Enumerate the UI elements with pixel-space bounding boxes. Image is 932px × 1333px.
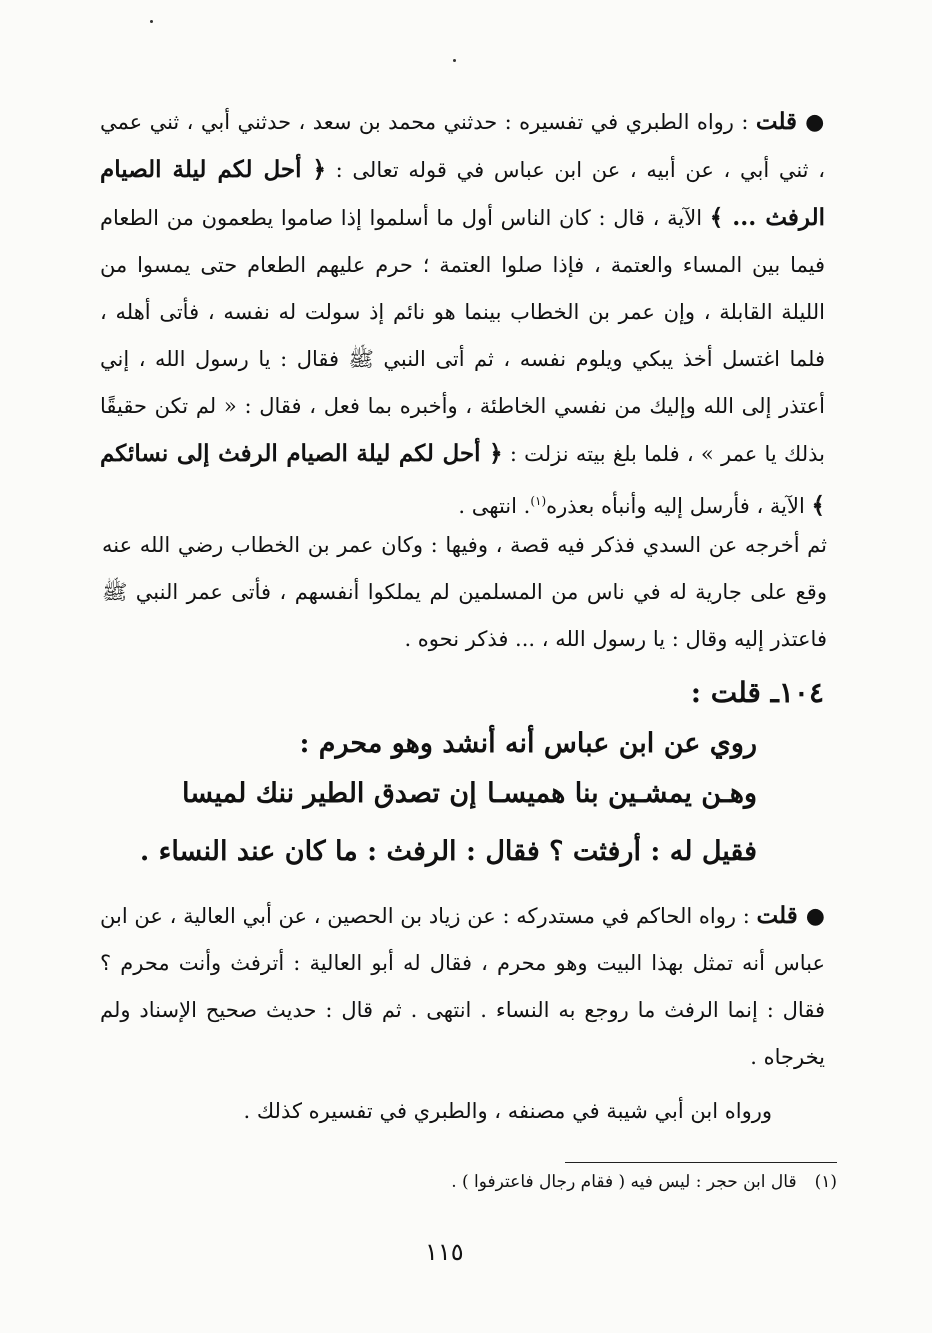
verse-first-hemistich: وهـن يمشـين بنا هميسـا xyxy=(487,778,757,809)
paragraph-text: : رواه الحاكم في مستدركه : عن زياد بن الحصين ، عن أبي العالية ، عن ابن عباس أنه تمثل بهذا البيت وهو محرم ، فقال له أبو العالية : أترفث وأنت محرم ؟ فقال : إنما الرفث ما روجع به النساء . انتهى . ثم قال : حديث صحيح الإسناد ولم يخرجاه . xyxy=(100,904,825,1069)
page-number: ١١٥ xyxy=(425,1238,464,1266)
qultu-label: قلت xyxy=(756,902,798,929)
paragraph-text: ورواه ابن أبي شيبة في مصنفه ، والطبري في تفسيره كذلك . xyxy=(243,1099,772,1123)
quran-verse: ﴿ أحل لكم ليلة الصيام الرفث إلى نسائكم ﴾ xyxy=(100,440,825,519)
footnote-ref: (١) xyxy=(530,494,547,508)
bullet-icon: ● xyxy=(805,904,825,929)
paragraph-text: ثم أخرجه عن السدي فذكر فيه قصة ، وفيها : وكان عمر بن الخطاب رضي الله عنه وقع على جارية له في ناس من المسلمين لم يملكوا أنفسهم ، فأتى عمر النبي ﷺ فاعتذر إليه وقال : يا رسول الله ، ... فذكر نحوه . xyxy=(102,533,827,651)
bullet-icon: ● xyxy=(805,110,825,135)
footnote-text: قال ابن حجر : ليس فيه ( فقام رجال فاعترفوا ) . xyxy=(451,1172,797,1192)
poem-verse xyxy=(182,778,757,828)
qultu-label: قلت xyxy=(755,108,798,135)
poem-reply: فقيل له : أرفثت ؟ فقال : الرفث : ما كان عند النساء . xyxy=(139,836,757,867)
paragraph-text: . انتهى . xyxy=(458,494,531,518)
verse-second-hemistich: إن تصدق الطير ننك لميسا xyxy=(182,778,477,809)
paragraph-suddi xyxy=(102,522,827,663)
poem-intro: روي عن ابن عباس أنه أنشد وهو محرم : xyxy=(299,728,757,759)
quran-verse: ﴿ أحل لكم ليلة الصيام الرفث ... ﴾ xyxy=(100,156,825,231)
paragraph-text: : رواه الطبري في تفسيره : حدثني محمد بن سعد ، حدثني أبي ، ثني عمي ، ثني أبي ، عن أبيه ، عن ابن عباس في قوله تعالى : xyxy=(100,110,825,182)
paragraph-hakim xyxy=(100,892,825,1081)
paragraph-ibn-abi-shayba xyxy=(102,1088,772,1135)
paragraph-text: الآية ، قال : كان الناس أول ما أسلموا إذا صاموا يطعمون من الطعام فيما بين المساء والعتمة ، فإذا صلوا العتمة ؛ حرم عليهم الطعام حتى يمسوا من الليلة القابلة ، وإن عمر بن الخطاب بينما هو نائم إذ سولت له نفسه ، فأتى أهله ، فلما اغتسل أخذ يبكي ويلوم نفسه ، ثم أتى النبي ﷺ فقال : يا رسول الله ، إني أعتذر إلى الله وإليك من نفسي الخاطئة ، وأخبره بما فعل ، فقال : « لم تكن حقيقًا بذلك يا عمر » ، فلما بلغ بيته نزلت : xyxy=(100,206,825,466)
paragraph-tabari xyxy=(100,98,825,530)
footnote xyxy=(451,1172,837,1192)
footnote-divider xyxy=(565,1162,837,1163)
speck xyxy=(453,59,456,62)
paragraph-text: الآية ، فأرسل إليه وأنبأه بعذره xyxy=(546,494,805,518)
section-heading: ١٠٤ـ قلت : xyxy=(690,676,824,709)
footnote-number: (١) xyxy=(814,1172,837,1192)
speck xyxy=(150,20,153,23)
